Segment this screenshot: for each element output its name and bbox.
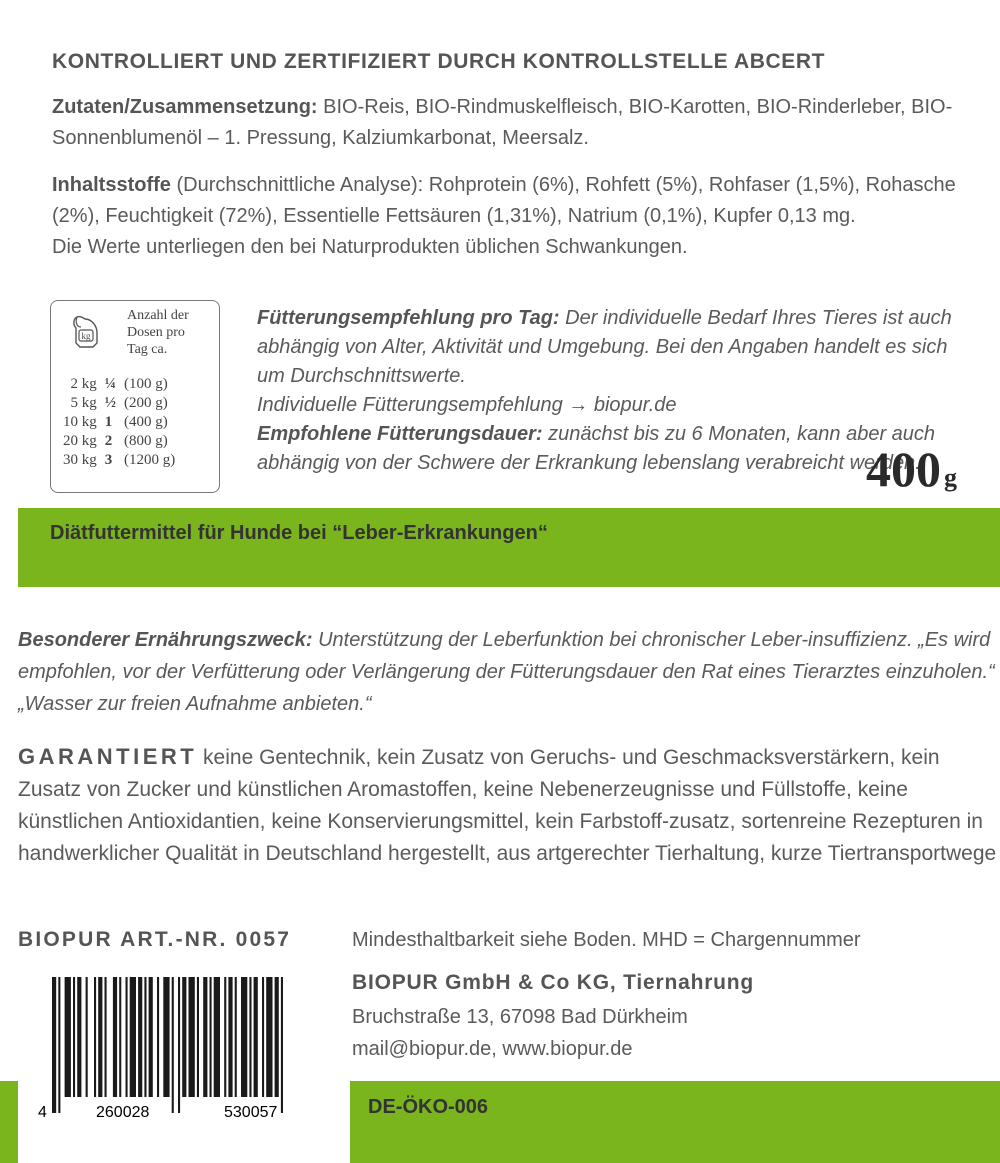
row-amount: (200 g) (124, 395, 168, 411)
barcode-bar (138, 977, 142, 1097)
barcode-bar (228, 977, 232, 1097)
barcode-bar (149, 977, 153, 1097)
row-cans: ½ (104, 395, 116, 411)
barcode-bar (203, 977, 207, 1097)
guarantee (18, 741, 1000, 870)
barcode-bar (281, 977, 283, 1113)
barcode-bar (86, 977, 88, 1097)
green-strip-right (350, 1081, 1000, 1163)
product-type-band (18, 508, 1000, 587)
barcode-bar (197, 977, 199, 1097)
barcode-bar (241, 977, 247, 1097)
guarantee-label: GARANTIERT (18, 744, 198, 769)
barcode-bar (130, 977, 136, 1097)
header-line: Tag ca. (127, 342, 168, 357)
row-amount: (800 g) (124, 433, 168, 449)
eco-code: DE-ÖKO-006 (368, 1096, 489, 1118)
barcode-first-digit: 4 (38, 1104, 47, 1121)
feeding-duration-text: zunächst bis zu 6 Monaten, kann aber auch abhängig von der Schwere der Erkrankung lebenslang verabreicht werden. (257, 423, 936, 474)
company-address: Bruchstraße 13, 67098 Bad Dürkheim (352, 1006, 688, 1028)
dog-icon-label: kg (81, 331, 91, 341)
row-cans: 1 (104, 414, 113, 430)
dog-icon (71, 313, 101, 349)
row-weight: 20 kg (63, 433, 97, 449)
row-cans: 2 (104, 433, 113, 449)
barcode-bar (178, 977, 180, 1113)
barcode-bar (73, 977, 75, 1097)
feeding-duration-label: Empfohlene Fütterungsdauer: (257, 423, 543, 445)
barcode-bar (189, 977, 195, 1097)
table-row (59, 394, 179, 413)
barcode-bar (98, 977, 102, 1097)
barcode-bar (94, 977, 96, 1097)
barcode-bar (52, 977, 56, 1113)
feeding-text: Der individuelle Bedarf Ihres Tieres ist auch abhängig von Alter, Aktivität und Umgebung. Bei den Angaben handelt es sich um Durchschnittswerte. (257, 307, 952, 387)
barcode-bar (224, 977, 226, 1097)
table-row (59, 432, 179, 451)
barcode-bar (214, 977, 220, 1097)
analysis-text: (Durchschnittliche Analyse): Rohprotein (6%), Rohfett (5%), Rohfaser (1,5%), Rohasche (2%), Feuchtigkeit (72%), Essentielle Fettsäuren (1,31%), Natrium (0,1%), Kupfer 0,13 mg. (52, 174, 956, 227)
barcode-bar (275, 977, 279, 1097)
barcode-bar (163, 977, 169, 1097)
barcode-bar (65, 977, 71, 1097)
purpose-text: Unterstützung der Leberfunktion bei chronischer Leber-insuffizienz. „Es wird empfohlen, vor der Verfütterung oder Verlängerung der Fütterungsdauer den Rat eines Tierarztes einzuholen.“ „Wasser zur freien Aufnahme anbieten.“ (18, 629, 995, 715)
feeding-table (50, 300, 220, 493)
feeding-individual-link: Individuelle Fütterungsempfehlung → biopur.de (257, 394, 677, 416)
header-line: Dosen pro (127, 325, 185, 340)
analysis (52, 170, 982, 263)
barcode-right-digits: 530057 (224, 1104, 278, 1121)
net-weight-value: 400 (866, 441, 941, 497)
analysis-label: Inhaltsstoffe (52, 174, 171, 196)
barcode-bar (144, 977, 146, 1097)
ingredients (52, 92, 972, 154)
feeding-label: Fütterungsempfehlung pro Tag: (257, 307, 560, 329)
barcode-bar (235, 977, 237, 1097)
barcode-bar (119, 977, 121, 1097)
analysis-note: Die Werte unterliegen den bei Naturprodukten üblichen Schwankungen. (52, 236, 688, 258)
barcode-bar (182, 977, 186, 1097)
guarantee-text: keine Gentechnik, kein Zusatz von Geruchs- und Geschmacksverstärkern, kein Zusatz von Zucker und künstlichen Aromastoffen, keine Nebenerzeugnisse und Füllstoffe, keine künstlichen Antioxidantien, keine Konservierungsmittel, kein Farbstoff-zusatz, sortenreine Rezepturen in handwerklicher Qualität in Deutschland hergestellt, aus artgerechter Tierhaltung, kurze Tiertransportwege (18, 746, 997, 865)
row-weight: 5 kg (70, 395, 97, 411)
header-line: Anzahl der (127, 308, 189, 323)
company-name: BIOPUR GmbH & Co KG, Tiernahrung (352, 971, 755, 994)
row-cans: ¼ (104, 376, 116, 392)
row-amount: (100 g) (124, 376, 168, 392)
row-cans: 3 (104, 452, 113, 468)
best-before-note: Mindesthaltbarkeit siehe Boden. MHD = Chargennummer (352, 929, 861, 951)
barcode-bar (113, 977, 117, 1097)
net-weight-unit: g (944, 463, 957, 492)
row-weight: 2 kg (70, 376, 97, 392)
feeding-table-header (127, 307, 189, 358)
barcode-bar (249, 977, 251, 1097)
certification-heading: KONTROLLIERT UND ZERTIFIZIERT DURCH KONTROLLSTELLE ABCERT (52, 50, 826, 73)
barcode (38, 975, 338, 1125)
barcode-bar (262, 977, 264, 1097)
article-number: BIOPUR ART.-NR. 0057 (18, 928, 292, 951)
table-row (59, 451, 179, 470)
barcode-bar (254, 977, 258, 1097)
table-row (59, 413, 179, 432)
nutritional-purpose (18, 624, 998, 720)
barcode-left-digits: 260028 (96, 1104, 150, 1121)
row-weight: 30 kg (63, 452, 97, 468)
barcode-bar (58, 977, 60, 1113)
row-amount: (400 g) (124, 414, 168, 430)
green-strip-left (0, 1081, 18, 1163)
product-type-text: Diätfuttermittel für Hunde bei “Leber-Erkrankungen“ (50, 522, 548, 544)
barcode-bar (266, 977, 272, 1097)
net-weight (866, 440, 957, 498)
barcode-bar (126, 977, 128, 1097)
table-row (59, 375, 179, 394)
ingredients-label: Zutaten/Zusammensetzung: (52, 96, 318, 118)
barcode-bar (210, 977, 212, 1097)
barcode-bar (77, 977, 81, 1097)
barcode-bar (157, 977, 159, 1097)
purpose-label: Besonderer Ernährungszweck: (18, 629, 313, 651)
row-amount: (1200 g) (124, 452, 176, 468)
barcode-bar (172, 977, 174, 1113)
feeding-table-body (59, 375, 179, 470)
ingredients-text: BIO-Reis, BIO-Rindmuskelfleisch, BIO-Karotten, BIO-Rinderleber, BIO-Sonnenblumenöl – 1. Pressung, Kalziumkarbonat, Meersalz. (52, 96, 953, 149)
company-contact: mail@biopur.de, www.biopur.de (352, 1038, 633, 1060)
row-weight: 10 kg (63, 414, 97, 430)
barcode-bar (105, 977, 107, 1097)
